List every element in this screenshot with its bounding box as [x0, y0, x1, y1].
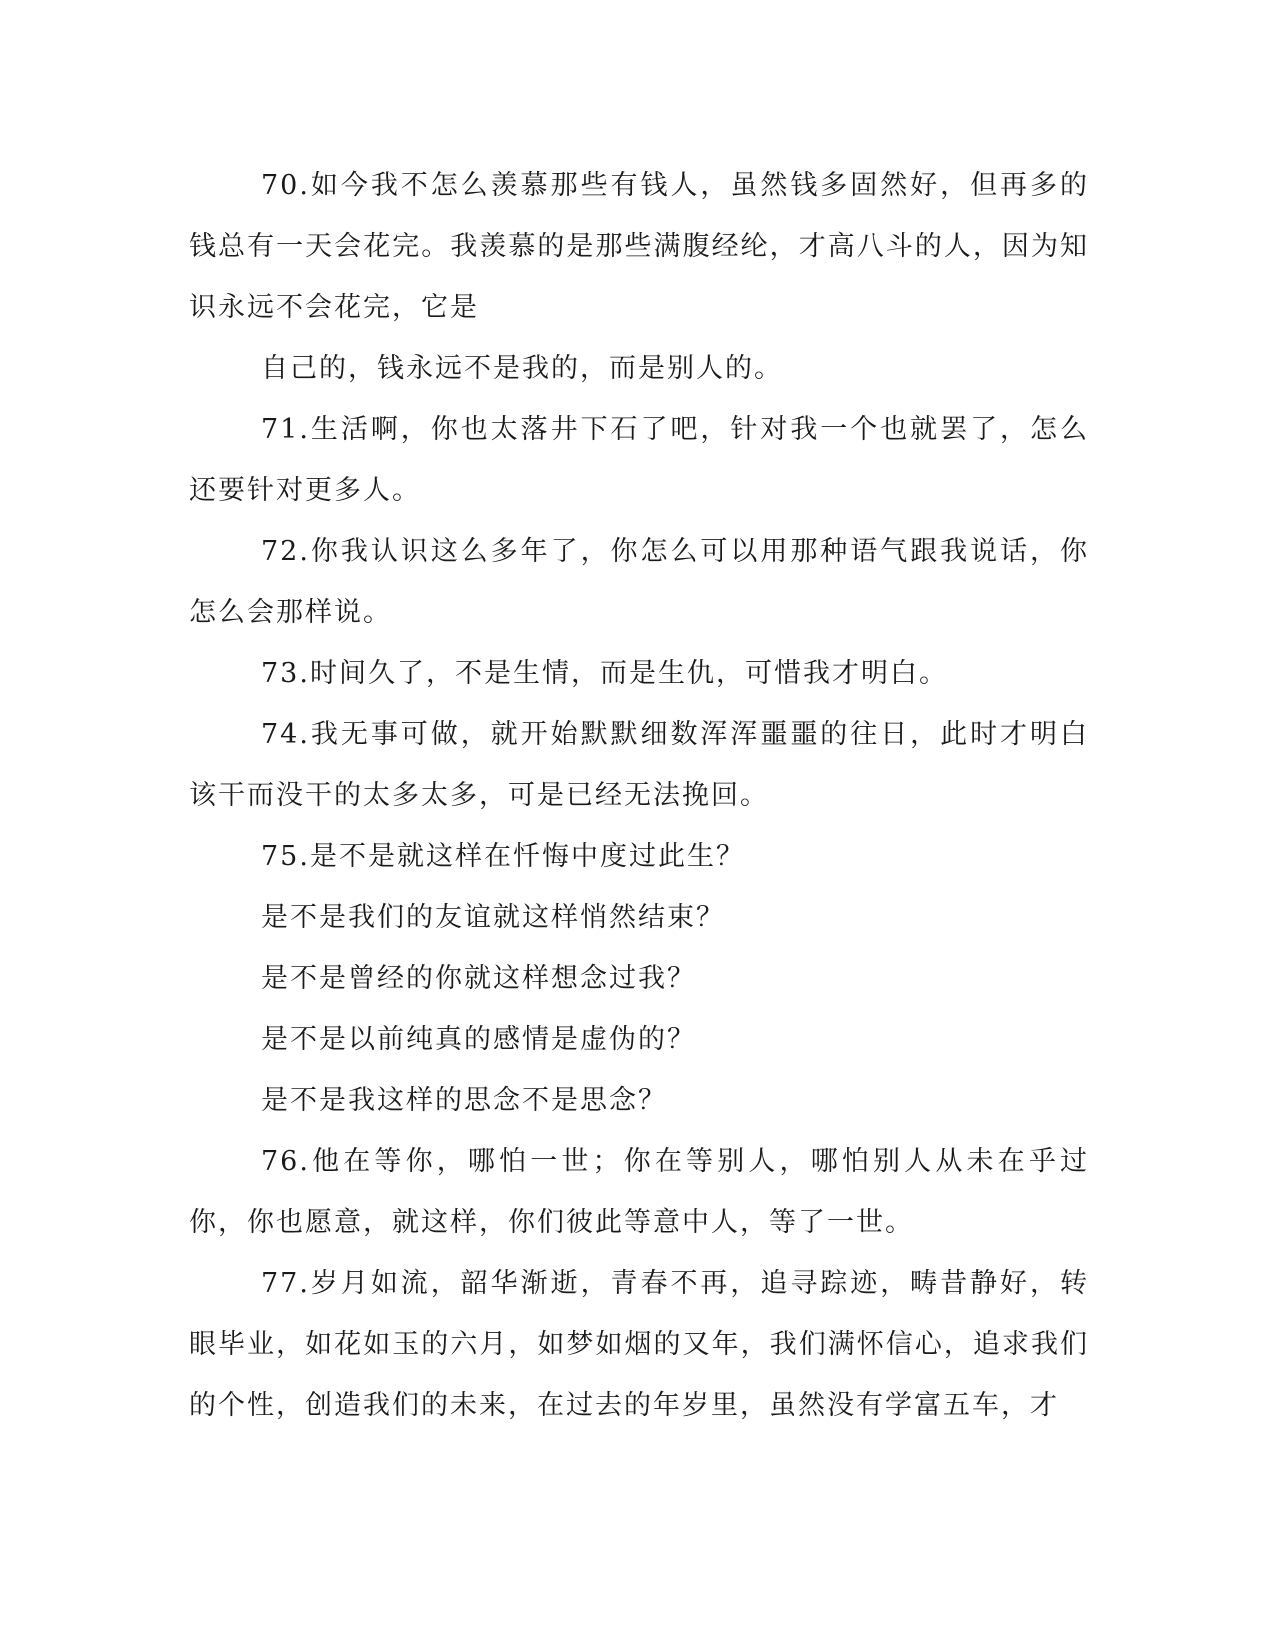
document-body: [189, 155, 1089, 1436]
paragraph-73: 73.时间久了，不是生情，而是生仇，可惜我才明白。: [261, 658, 948, 689]
paragraph-75: 75.是不是就这样在忏悔中度过此生？: [261, 841, 745, 872]
paragraph-75-line-4: 是不是以前纯真的感情是虚伪的？: [261, 1024, 696, 1055]
paragraph-76: 76.他在等你，哪怕一世；你在等别人，哪怕别人从未在乎过你，你也愿意，就这样，你们彼此等意中人，等了一世。: [189, 1146, 1089, 1238]
paragraph-77: 77.岁月如流，韶华渐逝，青春不再，追寻踪迹，畴昔静好，转眼毕业，如花如玉的六月，如梦如烟的又年，我们满怀信心，追求我们的个性，创造我们的未来，在过去的年岁里，虽然没有学富五车，才: [189, 1268, 1089, 1421]
paragraph-72: 72.你我认识这么多年了，你怎么可以用那种语气跟我说话，你怎么会那样说。: [189, 536, 1089, 628]
paragraph-71: 71.生活啊，你也太落井下石了吧，针对我一个也就罢了，怎么还要针对更多人。: [189, 414, 1089, 506]
paragraph-75-line-3: 是不是曾经的你就这样想念过我？: [261, 963, 696, 994]
paragraph-70-continued: 自己的，钱永远不是我的，而是别人的。: [261, 353, 783, 384]
paragraph-74: 74.我无事可做，就开始默默细数浑浑噩噩的往日，此时才明白该干而没干的太多太多，可是已经无法挽回。: [189, 719, 1089, 811]
paragraph-70: 70.如今我不怎么羡慕那些有钱人，虽然钱多固然好，但再多的钱总有一天会花完。我羡慕的是那些满腹经纶，才高八斗的人，因为知识永远不会花完，它是: [189, 170, 1089, 323]
paragraph-75-line-5: 是不是我这样的思念不是思念？: [261, 1085, 667, 1116]
paragraph-75-line-2: 是不是我们的友谊就这样悄然结束？: [261, 902, 725, 933]
